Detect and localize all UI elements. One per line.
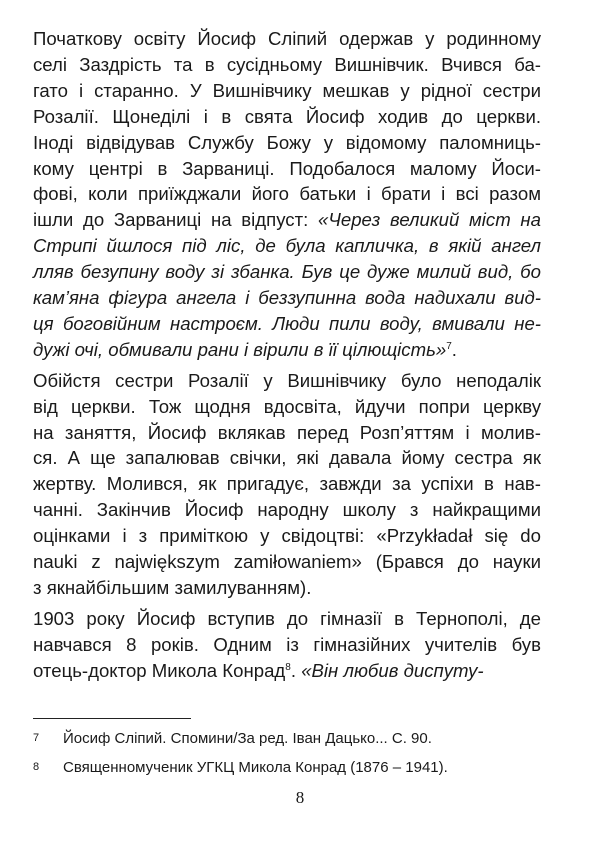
line-text: жертву. Молився, як пригадує, завжди за успіхи в нав- [33, 473, 541, 495]
line-text: оцінками і з приміткою у свідоцтві: «Przykładał się do [33, 525, 541, 547]
line-text: навчався 8 років. Одним із гімназійних учителів був [33, 633, 541, 655]
text-line [33, 287, 541, 309]
line-text: ішли до Зарваниці на відпуст: [33, 209, 318, 231]
quote-text: «Він любив диспуту- [301, 659, 484, 681]
text-line [33, 339, 541, 361]
footnote-separator [33, 718, 191, 719]
text-line [33, 235, 541, 257]
line-text: кому центрі в Зарваниці. Подобалося малому Йоси- [33, 157, 541, 179]
footnote-marker[interactable]: 8 [285, 661, 291, 673]
text-line [33, 183, 541, 205]
text-line [33, 473, 541, 495]
text-line [33, 209, 541, 231]
quote-text: Стрипі йшлося під ліс, де була капличка, в якій ангел [33, 235, 541, 257]
text-line [33, 577, 541, 599]
quote-text: кам’яна фігура ангела і беззупинна вода надихали вид- [33, 287, 541, 308]
line-text: Розалії. Щонеділі і в свята Йосиф ходив до церкви. [33, 105, 541, 127]
text-line [33, 80, 541, 102]
footnote-text: Йосиф Сліпий. Спомини/За ред. Іван Дацько... С. 90. [63, 730, 432, 747]
line-text: фові, коли приїжджали його батьки і брати і всі разом [33, 183, 541, 205]
line-text: чанні. Закінчив Йосиф народну школу з найкращими [33, 499, 541, 521]
text-line [33, 608, 541, 630]
line-text: . [290, 659, 302, 681]
line-text: Іноді відвідував Службу Божу у відомому паломниць- [33, 131, 541, 153]
line-text: nauki z największym zamiłowaniem» (Брався до науки [33, 551, 541, 572]
footnote-marker[interactable]: 7 [446, 340, 452, 352]
page-number: 8 [295, 788, 305, 807]
line-text: Обійстя сестри Розалії у Вишнівчику було неподалік [33, 369, 541, 391]
line-text: ся. А ще запалював свічки, які давала йому сестра як [33, 447, 541, 469]
text-line [33, 396, 541, 418]
line-text: . [451, 338, 457, 360]
text-line [33, 634, 541, 656]
line-text: селі Заздрість та в сусідньому Вишнівчик. Вчився ба- [33, 53, 541, 75]
text-line [33, 525, 541, 547]
line-text: від церкви. Тож щодня вдосвіта, йдучи попри церкву [33, 395, 541, 417]
line-text: 1903 року Йосиф вступив до гімназії в Тернополі, де [33, 607, 541, 629]
text-line [33, 313, 541, 335]
line-text: отець-доктор Микола Конрад [33, 659, 286, 681]
text-line [33, 28, 541, 50]
quote-text: лляв безупину воду зі збанка. Був це дуже милий вид, бо [33, 261, 541, 283]
line-text: Початкову освіту Йосиф Сліпий одержав у родинному [33, 28, 541, 49]
footnote-number: 7 [33, 732, 40, 744]
text-line [33, 370, 541, 392]
footnote-text: Священномученик УГКЦ Микола Конрад (1876 – 1941). [63, 759, 448, 776]
line-text: з якнайбільшим замилуванням). [33, 576, 312, 598]
text-line [33, 660, 541, 682]
text-line [33, 132, 541, 154]
text-line [33, 499, 541, 521]
quote-text: «Через великий міст на [318, 209, 541, 231]
line-text: на заняття, Йосиф вклякав перед Розп’яттям і молив- [33, 421, 541, 443]
footnote-number: 8 [33, 761, 40, 773]
text-line [33, 551, 541, 573]
text-line [33, 447, 541, 469]
text-line [33, 54, 541, 76]
text-line [33, 261, 541, 283]
footnote-8 [33, 759, 448, 777]
footnote-7 [33, 730, 432, 748]
quote-text: дужі очі, обмивали рани і вірили в її цілющість» [33, 338, 447, 360]
line-text: гато і старанно. У Вишнівчику мешкав у рідної сестри [33, 79, 541, 101]
quote-text: ця боговійним настроєм. Люди пили воду, вмивали не- [33, 312, 541, 334]
text-line [33, 106, 541, 128]
text-line [33, 422, 541, 444]
text-line [33, 158, 541, 180]
